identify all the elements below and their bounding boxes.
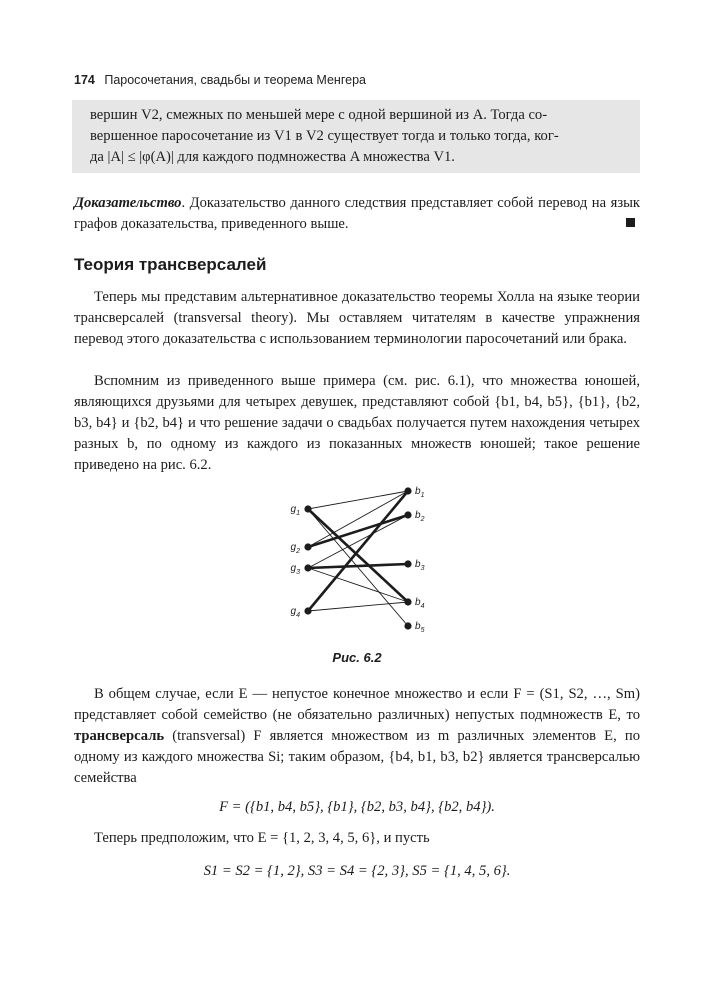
paragraph-3-part-3: (transversal) F является множеством из m различных элементов E, по одному из каждого множества Si; таким образом, {b4, b1, b3, b2} является трансверсалью семейства xyxy=(74,728,640,786)
proof-paragraph xyxy=(74,193,640,235)
label-b3: $b_3$ xyxy=(415,559,425,572)
vertex-b1 xyxy=(404,487,411,494)
vertex-b5 xyxy=(404,622,411,629)
bipartite-graph-figure xyxy=(280,482,440,642)
box-line-3: да |A| ≤ |φ(A)| для каждого подмножества A множества V1. xyxy=(90,149,455,165)
vertex-g1 xyxy=(304,505,311,512)
formula-sets: S1 = S2 = {1, 2}, S3 = S4 = {2, 3}, S5 = {1, 4, 5, 6}. xyxy=(203,863,511,879)
vertex-b4 xyxy=(404,598,411,605)
vertex-b2 xyxy=(404,511,411,518)
paragraph-3-part-1: В общем случае, если E — непустое конечное множество и если xyxy=(94,686,509,702)
label-g4: $g_4$ xyxy=(290,606,300,619)
edge-g3-b4 xyxy=(308,568,408,602)
label-g3: $g_3$ xyxy=(290,563,300,576)
graph-edges xyxy=(308,491,408,626)
corollary-box xyxy=(72,100,640,173)
paragraph-1: Теперь мы представим альтернативное доказательство теоремы Холла на языке теории трансверсалей (transversal theory). Мы оставляем читателям в качестве упражнения перевод этого доказательства с использованием терминологии паросочетаний или брака. xyxy=(74,289,640,347)
proof-label: Доказательство xyxy=(74,195,182,211)
qed-square xyxy=(626,218,635,227)
box-text xyxy=(72,100,640,168)
box-line-1: вершин V2, смежных по меньшей мере с одной вершиной из A. Тогда со- xyxy=(90,107,548,123)
label-b2: $b_2$ xyxy=(415,510,425,523)
page-number: 174 xyxy=(74,73,95,87)
label-b1: $b_1$ xyxy=(415,486,425,499)
paragraph-3-part-2: F = (S1, S2, …, Sm) представляет собой семейство (не обязательно различных) непустых подмножеств E, то xyxy=(74,686,640,723)
formula-family: F = ({b1, b4, b5}, {b1}, {b2, b3, b4}, {b2, b4}). xyxy=(219,799,495,815)
running-title: Паросочетания, свадьбы и теорема Менгера xyxy=(104,73,366,87)
term-transversal: трансверсаль xyxy=(74,728,165,744)
label-g2: $g_2$ xyxy=(290,542,300,555)
paragraph-4: Теперь предположим, что E = {1, 2, 3, 4, 5, 6}, и пусть xyxy=(94,830,430,846)
paragraph-2: Вспомним из приведенного выше примера (см. рис. 6.1), что множества юношей, являющихся друзьями для четырех девушек, представляют собой {b1, b4, b5}, {b1}, {b2, b3, b4} и {b2, b4} и что решение задачи о свадьбах получается путем нахождения четырех разных b, по одному из каждого из показанных множеств юношей; такое решение приведено на рис. 6.2. xyxy=(74,373,640,473)
box-line-2: вершенное паросочетание из V1 в V2 существует тогда и только тогда, ког- xyxy=(90,128,559,144)
label-b5: $b_5$ xyxy=(415,621,425,634)
edge-g4-b4 xyxy=(308,602,408,611)
proof-text: . Доказательство данного следствия представляет собой перевод на язык графов доказательства, приведенного выше. xyxy=(74,195,640,232)
matching-edge-g4-b1 xyxy=(308,491,408,611)
paragraph-3 xyxy=(74,684,640,789)
vertex-g3 xyxy=(304,564,311,571)
running-header xyxy=(74,73,366,87)
label-g1: $g_1$ xyxy=(290,504,300,517)
vertex-g2 xyxy=(304,543,311,550)
matching-edge-g2-b2 xyxy=(308,515,408,547)
label-b4: $b_4$ xyxy=(415,597,425,610)
vertex-g4 xyxy=(304,607,311,614)
vertex-b3 xyxy=(404,560,411,567)
section-title: Теория трансверсалей xyxy=(74,255,267,274)
figure-caption: Рис. 6.2 xyxy=(332,650,382,665)
graph-nodes xyxy=(304,487,411,629)
edge-g1-b1 xyxy=(308,491,408,509)
